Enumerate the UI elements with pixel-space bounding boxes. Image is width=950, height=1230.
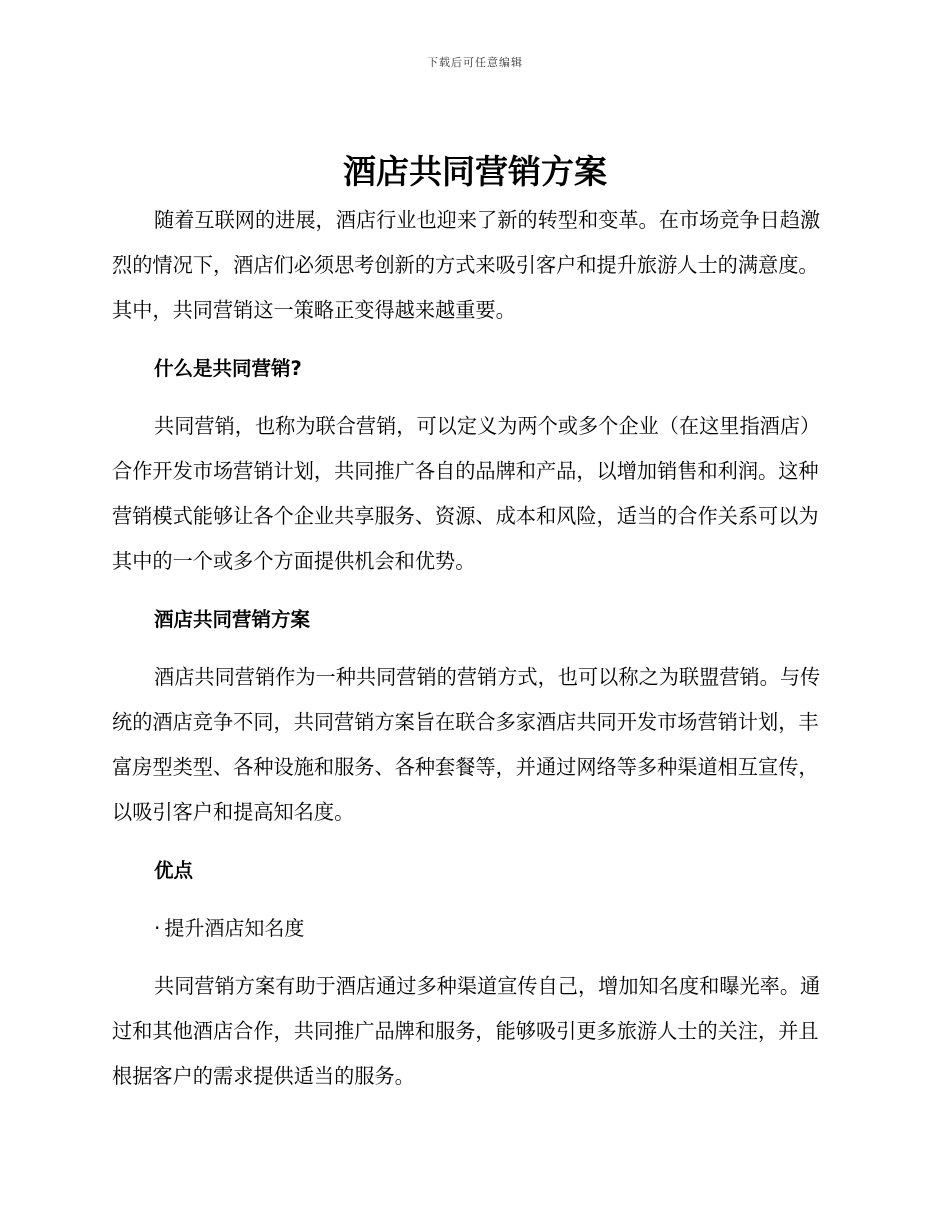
bullet-item <box>112 906 832 951</box>
intro-paragraph: 随着互联网的进展，酒店行业也迎来了新的转型和变革。在市场竞争日趋激烈的情况下，酒店们必须思考创新的方式来吸引客户和提升旅游人士的满意度。其中，共同营销这一策略正变得越来越重要。 <box>112 208 821 322</box>
document-body <box>112 198 832 1099</box>
section-heading-what-is: 什么是共同营销? <box>154 357 302 380</box>
section-heading-advantages: 优点 <box>154 859 194 882</box>
bullet-dot-icon: · <box>154 916 161 940</box>
advantage-paragraph: 共同营销方案有助于酒店通过多种渠道宣传自己，增加知名度和曝光率。通过和其他酒店合作，共同推广品牌和服务，能够吸引更多旅游人士的关注，并且根据客户的需求提供适当的服务。 <box>112 974 821 1088</box>
document-title: 酒店共同营销方案 <box>343 152 607 191</box>
bullet-item-label: 提升酒店知名度 <box>164 916 305 940</box>
section-heading-plan: 酒店共同营销方案 <box>154 608 311 631</box>
plan-paragraph: 酒店共同营销作为一种共同营销的营销方式，也可以称之为联盟营销。与传统的酒店竞争不同，共同营销方案旨在联合多家酒店共同开发市场营销计划，丰富房型类型、各种设施和服务、各种套餐等，并通过网络等多种渠道相互宣传，以吸引客户和提高知名度。 <box>112 665 821 824</box>
page-header-note: 下载后可任意编辑 <box>427 56 523 69</box>
definition-paragraph: 共同营销，也称为联合营销，可以定义为两个或多个企业（在这里指酒店）合作开发市场营销计划，共同推广各自的品牌和产品，以增加销售和利润。这种营销模式能够让各个企业共享服务、资源、成本和风险，适当的合作关系可以为其中的一个或多个方面提供机会和优势。 <box>112 414 821 573</box>
